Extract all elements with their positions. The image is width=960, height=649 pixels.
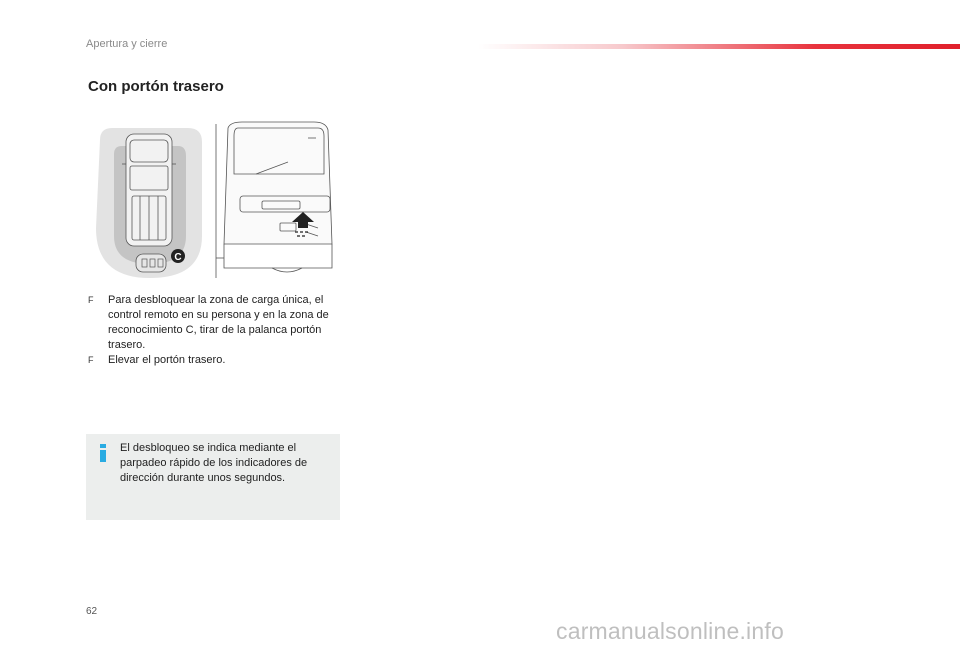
van-top-view [122,134,176,246]
tailgate-diagram [92,118,340,290]
zone-c-label: C [174,252,182,263]
instruction-step [88,353,348,368]
instruction-list [88,293,348,368]
info-note-text: El desbloqueo se indica mediante el parpadeo rápido de los indicadores de dirección durante unos segundos. [120,442,308,484]
page-number: 62 [86,606,98,617]
info-note-box [86,434,340,520]
instruction-step [88,293,348,353]
tailgate-illustration [92,118,340,290]
step-text: Para desbloquear la zona de carga única, el control remoto en su persona y en la zona de reconocimiento C, tirar de la palanca portón trasero. [108,294,329,351]
step-text: Elevar el portón trasero. [108,354,226,366]
van-rear-view [216,122,332,278]
step-bullet: F [88,355,94,365]
key-fob-icon [136,254,166,272]
section-title: Con portón trasero [88,78,224,95]
info-icon [98,444,108,462]
chapter-title: Apertura y cierre [86,38,168,50]
watermark: carmanualsonline.info [556,618,784,644]
step-bullet: F [88,295,94,305]
header-accent-line [478,44,960,49]
